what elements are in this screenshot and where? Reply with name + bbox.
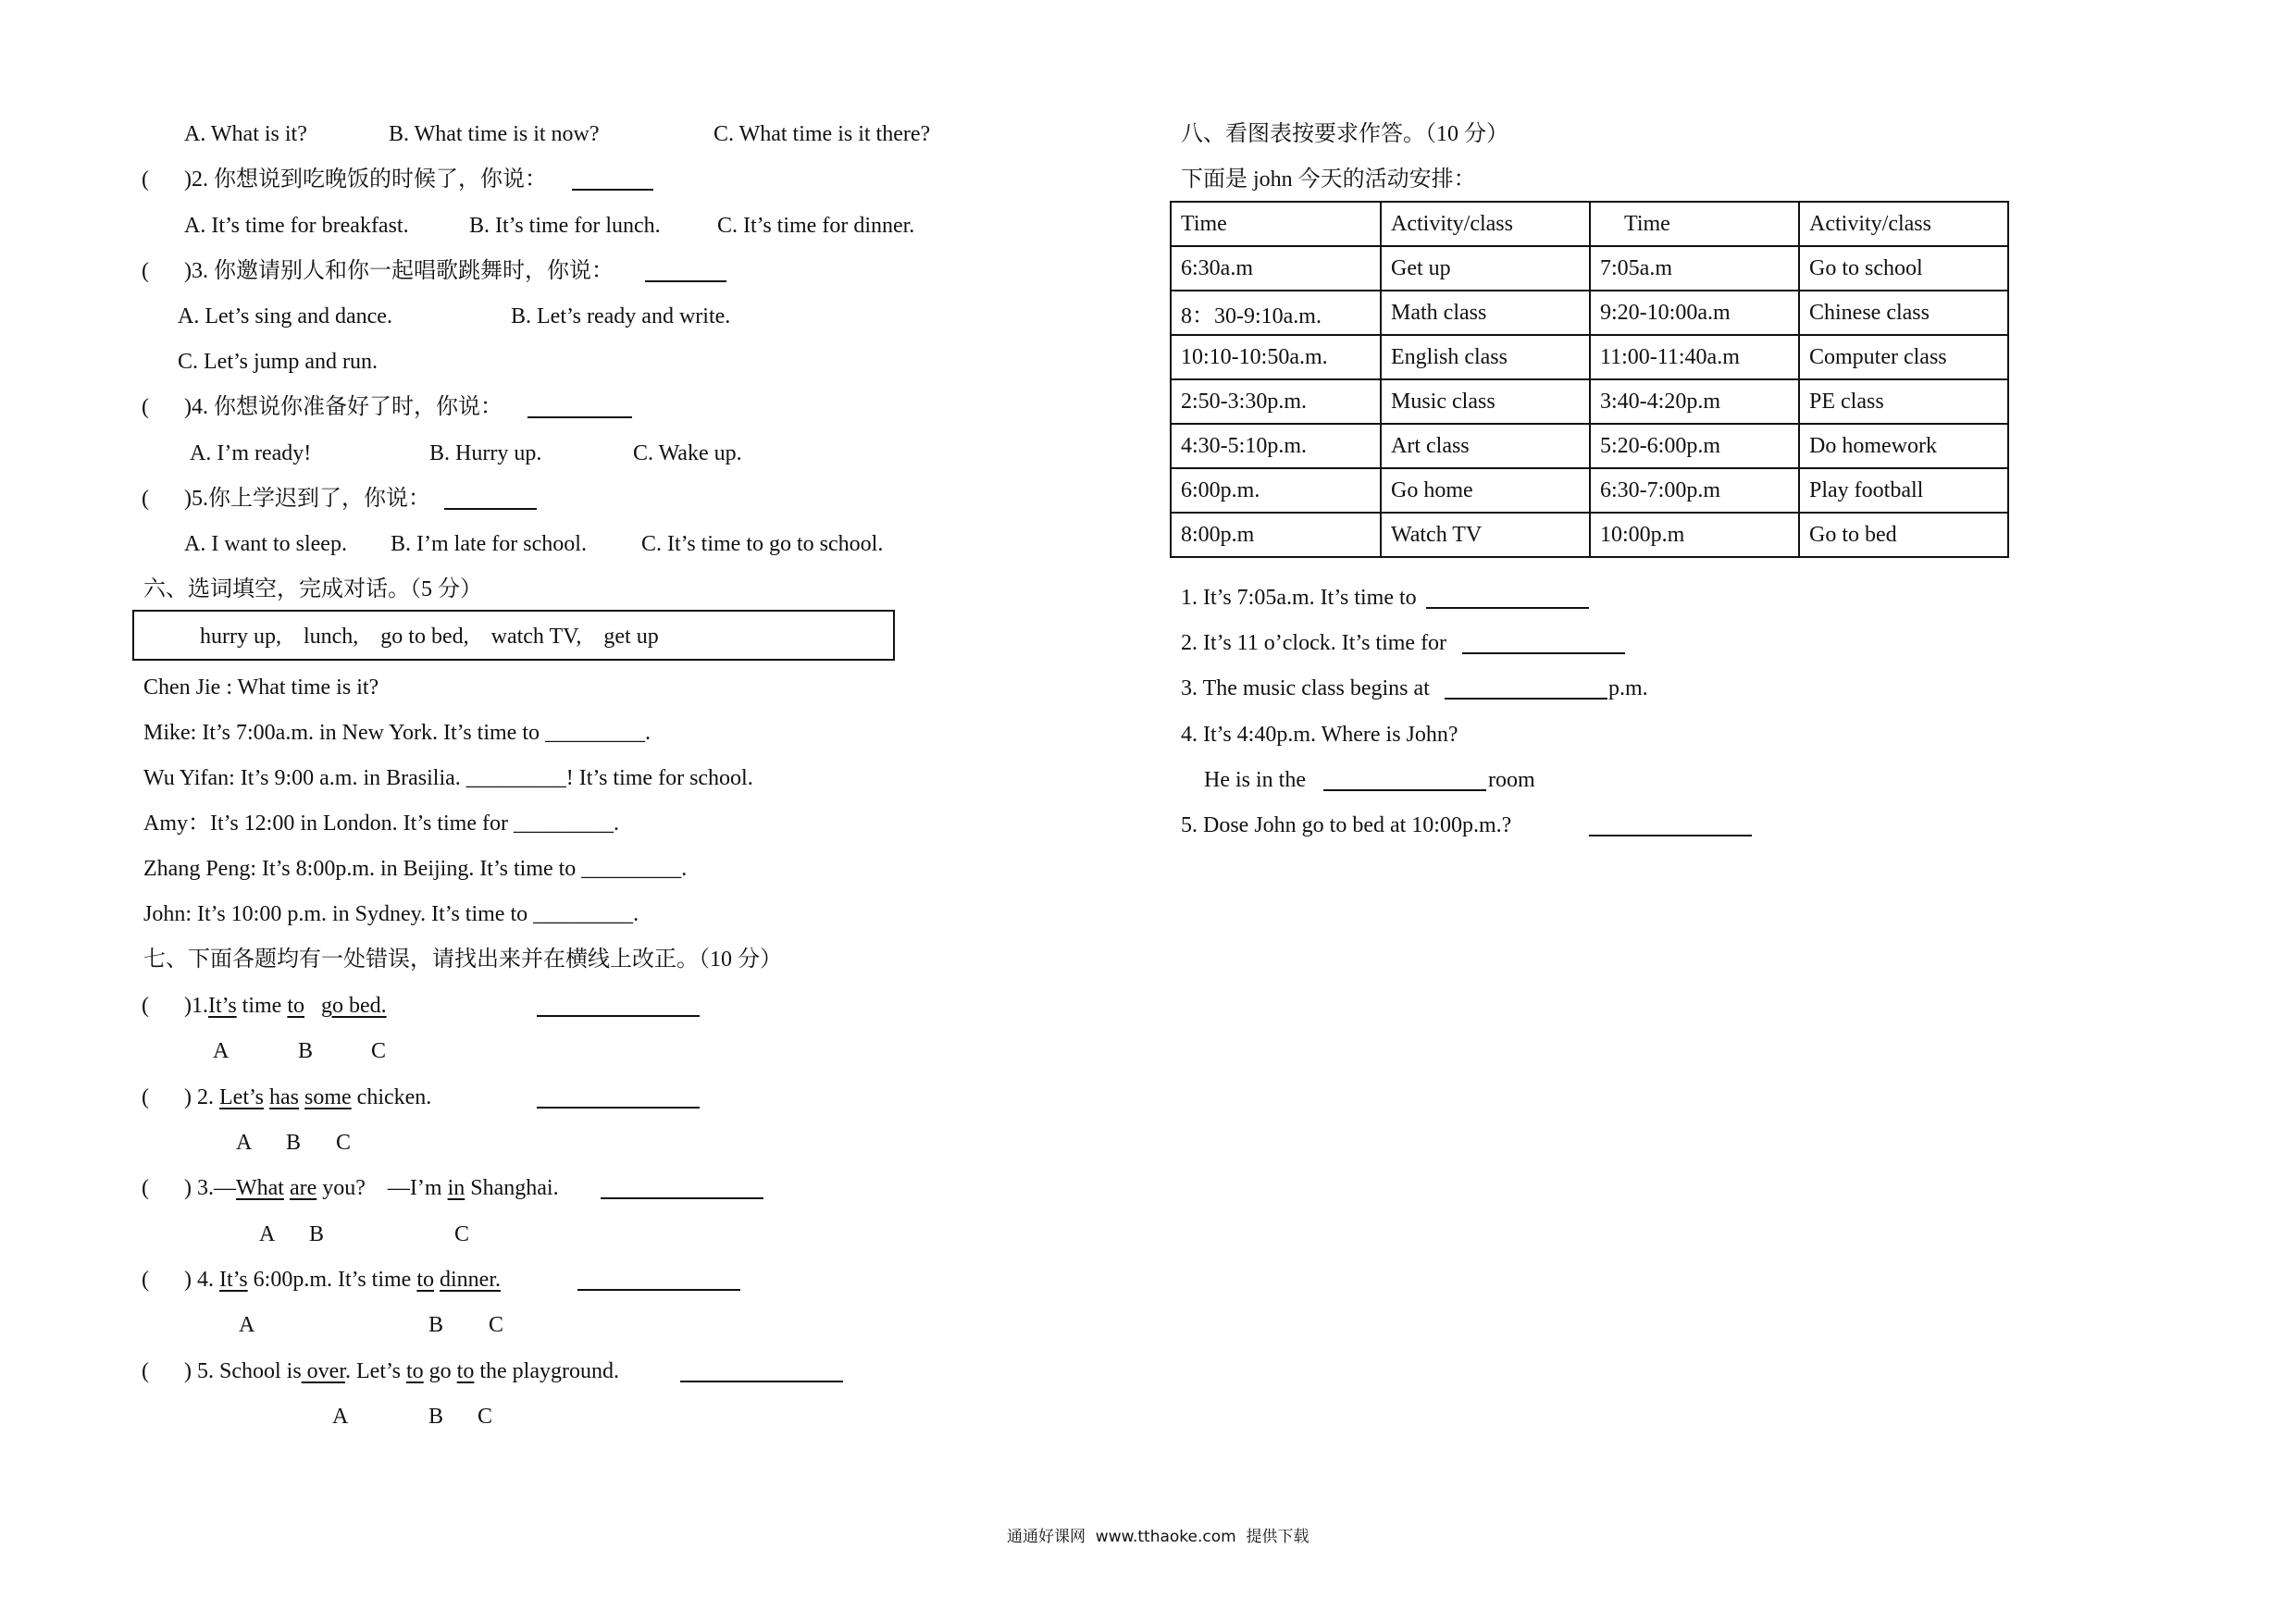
s7q1-part-b: to xyxy=(287,994,304,1018)
table-cell: Go home xyxy=(1381,468,1590,513)
s7q2-number: ) 2. xyxy=(184,1085,214,1109)
s7q5-part-a: over xyxy=(301,1359,345,1383)
s8q5-answer-blank[interactable] xyxy=(1589,814,1752,836)
s7q4-part-a: It’s xyxy=(219,1268,248,1292)
q4-option-b: B. Hurry up. xyxy=(429,441,542,465)
s7q1-letter-a: A xyxy=(213,1039,230,1063)
table-row xyxy=(1171,246,2008,291)
s7q4-part-b: to xyxy=(416,1268,435,1292)
schedule-intro: 下面是 john 今天的活动安排： xyxy=(1181,167,1476,192)
s7q1-part-a: It’s xyxy=(208,994,237,1018)
q3-option-a: A. Let’s sing and dance. xyxy=(178,304,392,328)
table-cell: 4:30-5:10p.m. xyxy=(1171,424,1381,468)
s7q3-letter-a: A xyxy=(259,1222,276,1246)
table-cell: 9:20-10:00a.m xyxy=(1590,291,1799,335)
table-row xyxy=(1171,468,2008,513)
s7q3-letter-c: C xyxy=(454,1222,470,1246)
s7q2-part-a: Let’s xyxy=(219,1085,264,1109)
s8-question-2: 2. It’s 11 o’clock. It’s time for xyxy=(1181,631,1447,655)
q4-answer-blank[interactable] xyxy=(527,396,632,418)
s7q5-part-b: to xyxy=(406,1359,424,1383)
q2-question: )2. 你想说到吃晚饭的时候了，你说： xyxy=(184,167,547,192)
s8q1-answer-blank[interactable] xyxy=(1426,587,1589,609)
q5-paren: ( xyxy=(142,487,149,511)
q2-option-b: B. It’s time for lunch. xyxy=(469,214,661,238)
s8q3-answer-blank[interactable] xyxy=(1445,677,1607,700)
section7-heading: 七、下面各题均有一处错误，请找出来并在横线上改正。（10 分） xyxy=(143,948,782,972)
s7q3-part-c: in xyxy=(447,1176,465,1200)
q2-paren: ( xyxy=(142,167,149,192)
q4-option-a: A. I’m ready! xyxy=(190,441,312,465)
table-row xyxy=(1171,513,2008,557)
s7q2-part-c: some xyxy=(304,1085,352,1109)
footer-source: 通通好课网 www.tthaoke.com 提供下载 xyxy=(1007,1528,1309,1546)
s7q1-text xyxy=(304,994,321,1018)
q3-paren: ( xyxy=(142,259,149,283)
s8-question-5: 5. Dose John go to bed at 10:00p.m.? xyxy=(1181,813,1512,837)
table-cell: 3:40-4:20p.m xyxy=(1590,379,1799,424)
header-time: Time xyxy=(1171,202,1381,246)
table-cell: 7:05a.m xyxy=(1590,246,1799,291)
s7q3-part-a: What xyxy=(236,1176,284,1200)
table-cell: 10:00p.m xyxy=(1590,513,1799,557)
q1-option-c: C. What time is it there? xyxy=(714,122,931,146)
table-cell: Art class xyxy=(1381,424,1590,468)
table-cell: Watch TV xyxy=(1381,513,1590,557)
q2-option-c: C. It’s time for dinner. xyxy=(717,214,915,238)
s8q4-answer-blank[interactable] xyxy=(1323,769,1486,791)
word-bank: hurry up, lunch, go to bed, watch TV, get up xyxy=(200,625,659,649)
schedule-table xyxy=(1170,201,2009,558)
s7q5-text: the playground. xyxy=(474,1359,619,1383)
s7q4-correction-blank[interactable] xyxy=(577,1269,740,1291)
s7q5-correction-blank[interactable] xyxy=(680,1360,843,1382)
section6-heading: 六、选词填空，完成对话。（5 分） xyxy=(143,577,482,601)
table-row xyxy=(1171,379,2008,424)
table-cell: Go to school xyxy=(1799,246,2008,291)
s7q3-number: ) 3.— xyxy=(184,1176,236,1200)
dialogue-line-1: Chen Jie : What time is it? xyxy=(143,675,379,700)
q4-paren: ( xyxy=(142,395,149,419)
q3-option-c: C. Let’s jump and run. xyxy=(178,350,378,374)
dialogue-line-5: Zhang Peng: It’s 8:00p.m. in Beijing. It’s time to _________. xyxy=(143,857,688,881)
s7q3-correction-blank[interactable] xyxy=(601,1177,763,1199)
s8-question-4: 4. It’s 4:40p.m. Where is John? xyxy=(1181,723,1458,747)
dialogue-line-3: Wu Yifan: It’s 9:00 a.m. in Brasilia. _________! It’s time for school. xyxy=(143,766,753,790)
table-cell: 5:20-6:00p.m xyxy=(1590,424,1799,468)
s7q4-part-c: dinner. xyxy=(440,1268,502,1292)
q2-answer-blank[interactable] xyxy=(572,168,653,191)
s7q2-text: chicken. xyxy=(351,1085,432,1109)
q1-option-a: A. What is it? xyxy=(184,122,307,146)
s7q5-number: ) 5. School is xyxy=(184,1359,302,1383)
s7q3-sentence xyxy=(184,1177,559,1199)
s7q1-text: time xyxy=(236,994,288,1018)
s7q3-letter-b: B xyxy=(309,1222,325,1246)
table-cell: 8：30-9:10a.m. xyxy=(1171,291,1381,335)
table-cell: 6:30a.m xyxy=(1171,246,1381,291)
s7q5-paren: ( xyxy=(142,1359,149,1383)
s7q2-letter-c: C xyxy=(336,1131,352,1155)
table-cell: 6:30-7:00p.m xyxy=(1590,468,1799,513)
q3-answer-blank[interactable] xyxy=(645,260,726,282)
q3-question: )3. 你邀请别人和你一起唱歌跳舞时，你说： xyxy=(184,259,614,283)
q1-option-b: B. What time is it now? xyxy=(389,122,600,146)
s8-question-4-answer-suffix: room xyxy=(1488,768,1535,792)
s7q3-text: you? —I’m xyxy=(316,1176,448,1200)
s8-question-4-answer-prefix: He is in the xyxy=(1204,768,1311,792)
s7q4-letter-c: C xyxy=(489,1313,504,1337)
q5-answer-blank[interactable] xyxy=(444,488,537,510)
table-cell: 10:10-10:50a.m. xyxy=(1171,335,1381,379)
table-cell: English class xyxy=(1381,335,1590,379)
table-row xyxy=(1171,291,2008,335)
table-cell: Play football xyxy=(1799,468,2008,513)
s7q3-text: Shanghai. xyxy=(465,1176,559,1200)
s7q2-part-b: has xyxy=(269,1085,299,1109)
s8-question-3-unit: p.m. xyxy=(1608,676,1648,700)
s7q2-sentence xyxy=(184,1086,431,1109)
s8-question-3: 3. The music class begins at xyxy=(1181,676,1430,700)
s7q2-letter-b: B xyxy=(286,1131,302,1155)
s7q2-correction-blank[interactable] xyxy=(537,1086,700,1109)
table-cell: 11:00-11:40a.m xyxy=(1590,335,1799,379)
s7q5-text: go xyxy=(423,1359,457,1383)
q5-option-a: A. I want to sleep. xyxy=(184,532,347,556)
s7q1-sentence xyxy=(184,995,387,1017)
s7q5-part-c: to xyxy=(456,1359,475,1383)
table-cell: Go to bed xyxy=(1799,513,2008,557)
s8q2-answer-blank[interactable] xyxy=(1462,632,1625,654)
s7q4-text: 6:00p.m. It’s time xyxy=(247,1268,417,1292)
s7q5-letter-b: B xyxy=(428,1405,444,1429)
table-cell: 6:00p.m. xyxy=(1171,468,1381,513)
s7q3-paren: ( xyxy=(142,1176,149,1200)
dialogue-line-6: John: It’s 10:00 p.m. in Sydney. It’s time to _________. xyxy=(143,902,639,926)
s7q5-sentence xyxy=(184,1360,619,1382)
dialogue-line-4: Amy：It’s 12:00 in London. It’s time for _________. xyxy=(143,812,619,836)
s7q4-sentence xyxy=(184,1269,501,1291)
s7q2-paren: ( xyxy=(142,1085,149,1109)
q2-option-a: A. It’s time for breakfast. xyxy=(184,214,409,238)
s7q1-part-c: go bed. xyxy=(321,994,387,1018)
s7q1-number: )1. xyxy=(184,994,208,1018)
q4-question: )4. 你想说你准备好了时，你说： xyxy=(184,395,503,419)
s7q5-letter-c: C xyxy=(478,1405,493,1429)
s7q1-paren: ( xyxy=(142,994,149,1018)
q4-option-c: C. Wake up. xyxy=(633,441,742,465)
header-activity: Activity/class xyxy=(1799,202,2008,246)
s7q4-letter-a: A xyxy=(239,1313,255,1337)
table-cell: Math class xyxy=(1381,291,1590,335)
header-time: Time xyxy=(1590,202,1799,246)
s7q5-letter-a: A xyxy=(332,1405,349,1429)
q5-option-b: B. I’m late for school. xyxy=(391,532,587,556)
s7q1-correction-blank[interactable] xyxy=(537,995,700,1017)
s7q1-letter-b: B xyxy=(298,1039,314,1063)
s7q1-letter-c: C xyxy=(371,1039,387,1063)
table-cell: Do homework xyxy=(1799,424,2008,468)
table-cell: 2:50-3:30p.m. xyxy=(1171,379,1381,424)
section8-heading: 八、看图表按要求作答。（10 分） xyxy=(1181,122,1508,146)
q5-option-c: C. It’s time to go to school. xyxy=(641,532,884,556)
table-cell: Music class xyxy=(1381,379,1590,424)
header-activity: Activity/class xyxy=(1381,202,1590,246)
table-row xyxy=(1171,424,2008,468)
dialogue-line-2: Mike: It’s 7:00a.m. in New York. It’s time to _________. xyxy=(143,721,651,745)
table-cell: PE class xyxy=(1799,379,2008,424)
schedule-header-row xyxy=(1171,202,2008,246)
s7q4-letter-b: B xyxy=(428,1313,444,1337)
s8-question-1: 1. It’s 7:05a.m. It’s time to xyxy=(1181,586,1417,610)
s7q2-letter-a: A xyxy=(236,1131,253,1155)
table-cell: Chinese class xyxy=(1799,291,2008,335)
table-cell: 8:00p.m xyxy=(1171,513,1381,557)
q3-option-b: B. Let’s ready and write. xyxy=(511,304,731,328)
s7q4-number: ) 4. xyxy=(184,1268,219,1292)
table-cell: Get up xyxy=(1381,246,1590,291)
table-row xyxy=(1171,335,2008,379)
s7q5-text: . Let’s xyxy=(345,1359,406,1383)
s7q4-paren: ( xyxy=(142,1268,149,1292)
s7q3-part-b: are xyxy=(289,1176,317,1200)
q5-question: )5.你上学迟到了，你说： xyxy=(184,487,430,511)
table-cell: Computer class xyxy=(1799,335,2008,379)
